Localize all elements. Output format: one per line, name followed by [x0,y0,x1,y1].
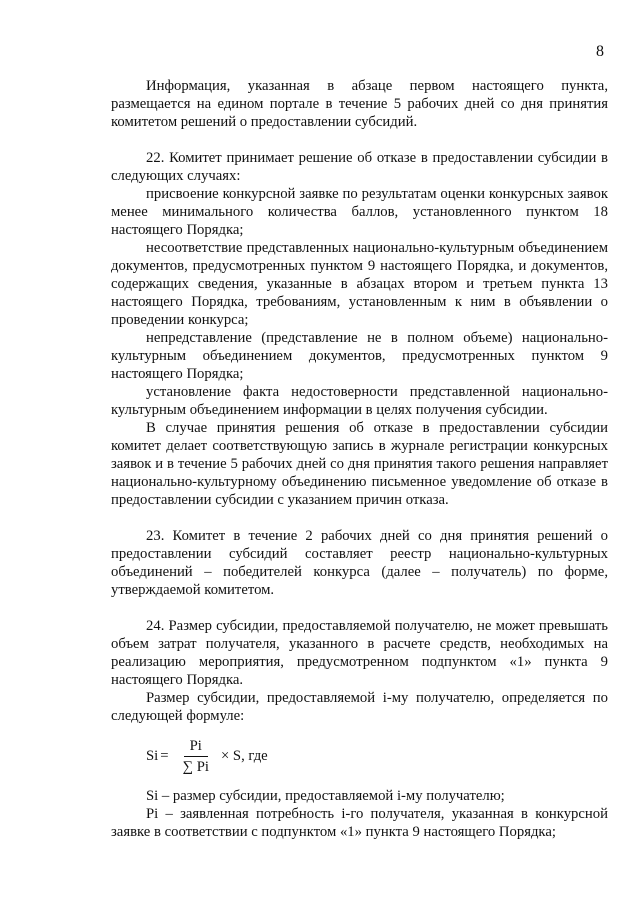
clause-22-item: непредставление (представление не в полном объеме) национально-культурным объединением документов, предусмотренных пунктом 9 настоящего Порядка; [111,330,608,382]
info-paragraph: Информация, указанная в абзаце первом настоящего пункта, размещается на едином портале в течение 5 рабочих дней со дня принятия комитетом решений о предоставлении субсидий. [111,78,608,130]
formula-rhs: × S, где [220,748,268,764]
clause-22-item: присвоение конкурсной заявке по результатам оценки конкурсных заявок менее минимального количества баллов, установленного пунктом 18 настоящего Порядка; [111,186,608,238]
paragraph-gap [111,131,608,149]
document-body [111,77,608,841]
clause-22-refusal: В случае принятия решения об отказе в предоставлении субсидии комитет делает соответствующую запись в журнале регистрации конкурсных заявок и в течение 5 рабочих дней со дня принятия такого решения направляет национально-культурному объединению письменное уведомление об отказе в предоставлении субсидии с указанием причин отказа. [111,420,608,508]
page-number: 8 [596,43,604,60]
clause-24: 24. Размер субсидии, предоставляемой получателю, не может превышать объем затрат получателя, указанного в расчете средств, необходимых на реализацию мероприятия, предусмотренном подпунктом «1» пункта 9 настоящего Порядка. [111,618,608,688]
clause-23: 23. Комитет в течение 2 рабочих дней со дня принятия решений о предоставлении субсидий составляет реестр национально-культурных объединений – победителей конкурса (далее – получатель) по форме, утверждаемой комитетом. [111,528,608,598]
formula-denominator: ∑ Pi [182,758,209,775]
clause-22-item: установление факта недостоверности представленной национально-культурным объединением информации в целях получения субсидии. [111,384,608,418]
formula-numerator: Pi [184,737,208,757]
formula-lhs: Si [146,748,159,764]
clause-24-formula-intro: Размер субсидии, предоставляемой i-му получателю, определяется по следующей формуле: [111,690,608,724]
definition-s: Si – размер субсидии, предоставляемой i-му получателю; [146,788,505,804]
paragraph-gap [111,599,608,617]
formula-fraction [177,737,215,776]
definition-p: Pi – заявленная потребность i-го получателя, указанная в конкурсной заявке в соответствии с подпунктом «1» пункта 9 настоящего Порядка; [111,806,608,840]
formula-equals: = [160,748,169,764]
clause-22-item: несоответствие представленных национально-культурным объединением документов, предусмотренных пунктом 9 настоящего Порядка, и документов, содержащих сведения, указанные в абзацах втором и третьем пункта 13 настоящего Порядка, требованиям, установленным к ним в объявлении о проведении конкурса; [111,240,608,328]
clause-22-intro: 22. Комитет принимает решение об отказе в предоставлении субсидии в следующих случаях: [111,150,608,184]
subsidy-formula [146,725,608,787]
paragraph-gap [111,509,608,527]
